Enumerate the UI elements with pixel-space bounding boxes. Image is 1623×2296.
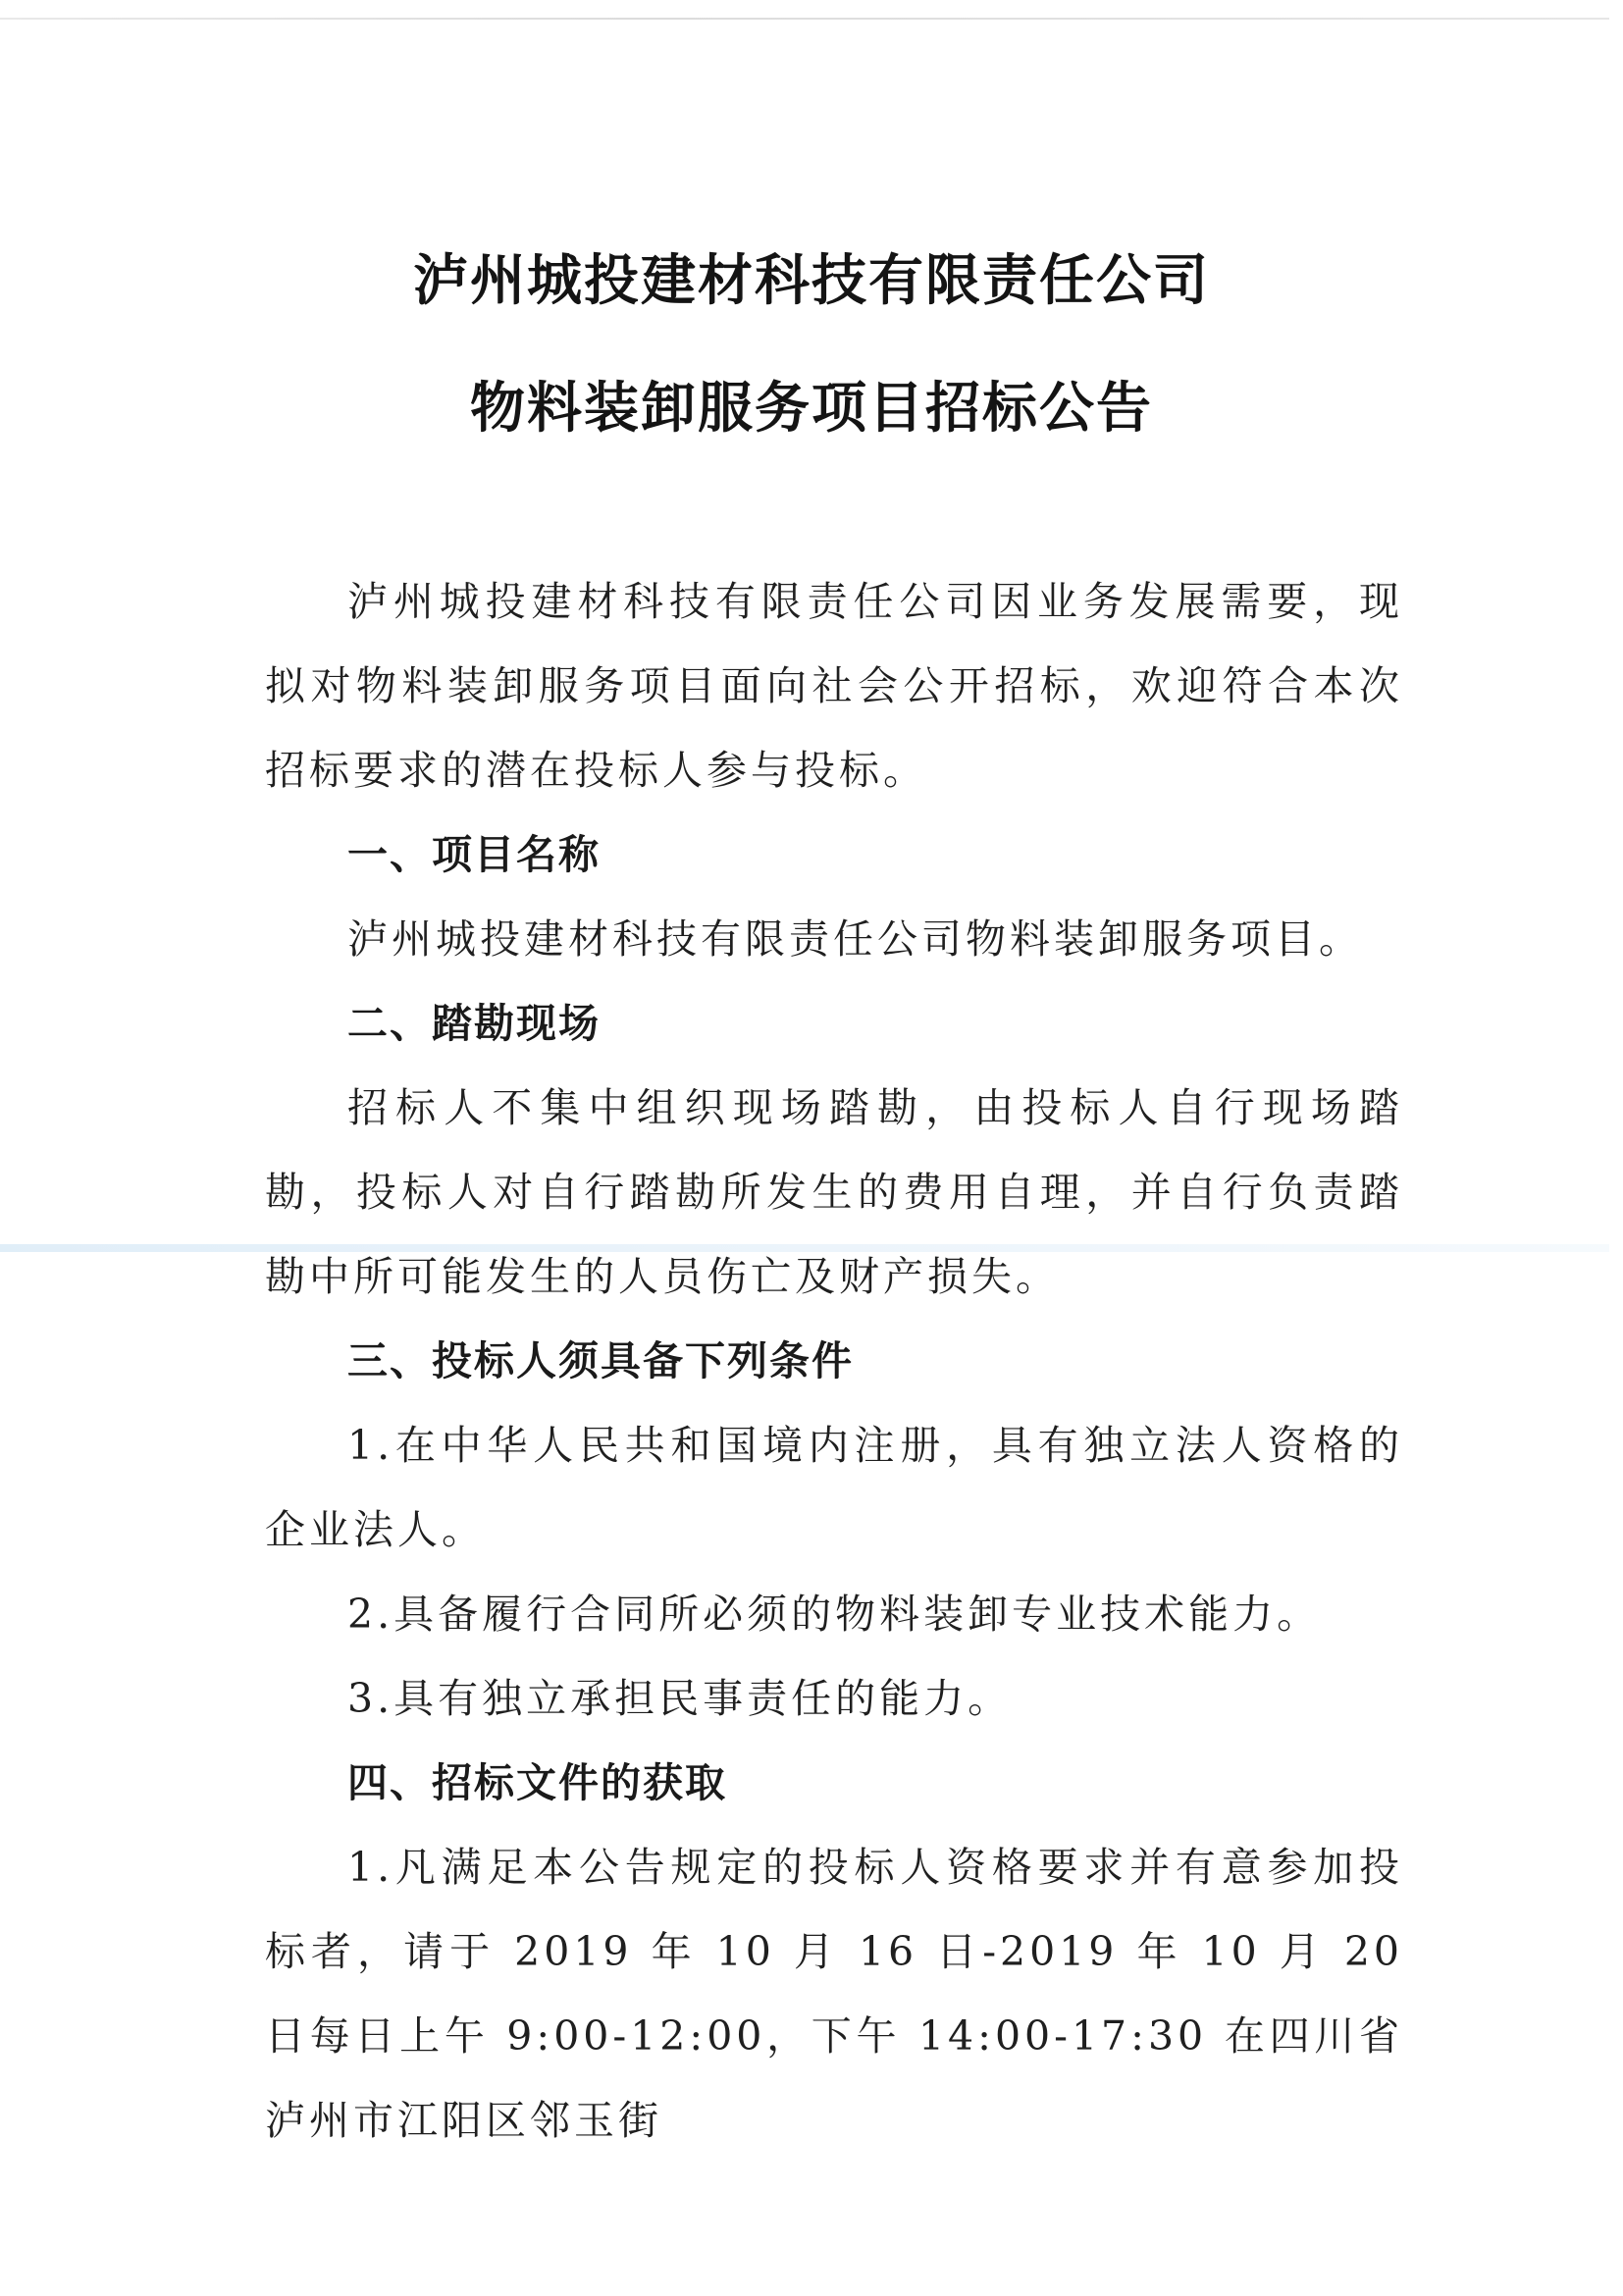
- condition-item: 3.具有独立承担民事责任的能力。: [347, 1675, 1013, 1722]
- document-body: [265, 559, 1403, 2163]
- document-title-line-2: 物料装卸服务项目招标公告: [470, 376, 1153, 441]
- condition-item: 1.在中华人民共和国境内注册，具有独立法人资格的企业法人。: [265, 1422, 1403, 1553]
- section-paragraph: 招标人不集中组织现场踏勘，由投标人自行现场踏勘，投标人对自行踏勘所发生的费用自理，并自行负责踏勘中所可能发生的人员伤亡及财产损失。: [265, 1084, 1403, 1300]
- section-heading-bidder-conditions: 三、投标人须具备下列条件: [347, 1337, 854, 1384]
- section-heading-tender-documents: 四、招标文件的获取: [347, 1759, 727, 1806]
- section-paragraph: 1.凡满足本公告规定的投标人资格要求并有意参加投标者，请于 2019 年 10 月 16 日-2019 年 10 月 20 日每日上午 9:00-12:00，下午 14:00-17:30 在四川省泸州市江阳区邻玉街: [265, 1844, 1403, 2144]
- intro-paragraph: 泸州城投建材科技有限责任公司因业务发展需要，现拟对物料装卸服务项目面向社会公开招标，欢迎符合本次招标要求的潜在投标人参与投标。: [265, 578, 1403, 794]
- scan-edge-line: [0, 18, 1609, 20]
- condition-item: 2.具备履行合同所必须的物料装卸专业技术能力。: [347, 1591, 1322, 1638]
- section-heading-project-name: 一、项目名称: [347, 831, 601, 878]
- section-paragraph: 泸州城投建材科技有限责任公司物料装卸服务项目。: [347, 915, 1363, 963]
- document-title-line-1: 泸州城投建材科技有限责任公司: [413, 248, 1210, 313]
- section-heading-site-survey: 二、踏勘现场: [347, 1000, 601, 1047]
